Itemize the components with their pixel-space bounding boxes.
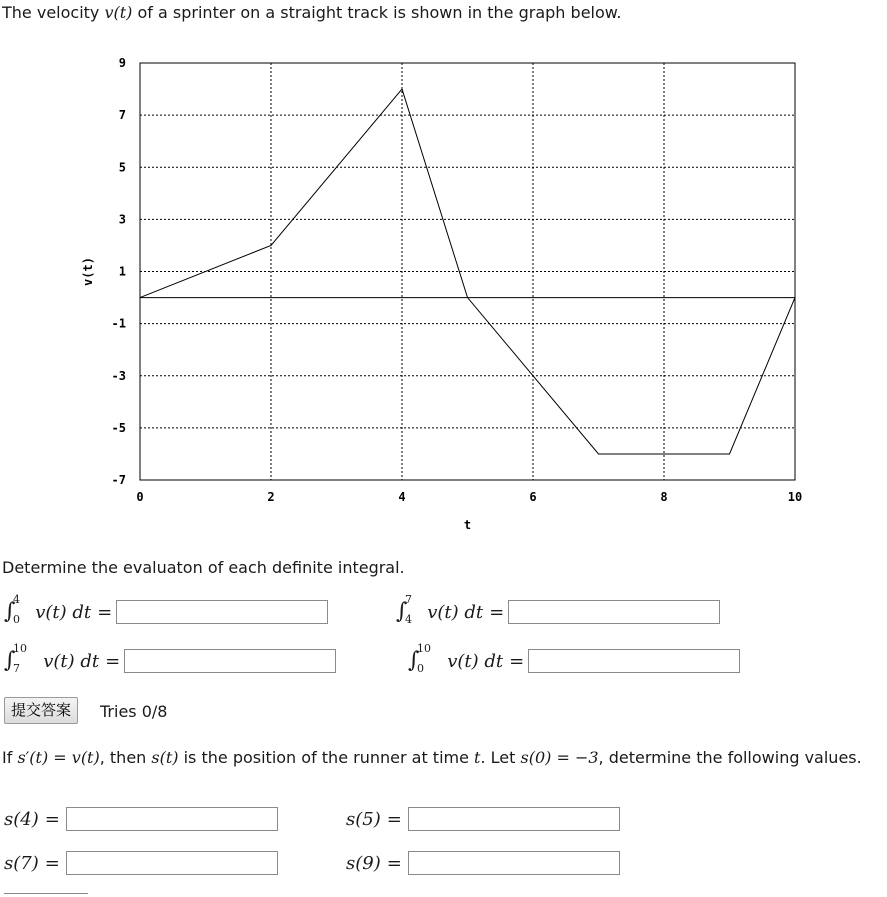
integral-row-3: ∫ 10 7 v(t) dt = — [4, 648, 336, 673]
x-tick-label: 6 — [529, 490, 537, 504]
integral-row-2: ∫ 7 4 v(t) dt = — [396, 599, 720, 624]
s4-input[interactable] — [66, 807, 278, 831]
s-row-2: s(5) = — [346, 807, 620, 831]
integral-4-7-input[interactable] — [508, 600, 720, 624]
lower-limit: 7 — [13, 662, 20, 675]
x-axis-label: t — [463, 518, 472, 532]
y-tick-label: 9 — [118, 56, 126, 70]
s9-label: s(9) — [346, 852, 381, 874]
velocity-fn: v(t) — [104, 3, 133, 22]
s7-label: s(7) — [4, 852, 39, 874]
lower-limit: 0 — [417, 662, 424, 675]
integral-row-1: ∫ 4 0 v(t) dt = — [4, 599, 328, 624]
upper-limit: 7 — [405, 593, 412, 606]
velocity-chart — [0, 42, 887, 542]
position-question: If s′(t) = v(t), then s(t) is the position of the runner at time t. Let s(0) = −3, determine the following values. — [2, 748, 862, 767]
y-tick-label: 7 — [118, 108, 126, 123]
lower-limit: 4 — [405, 613, 412, 626]
x-tick-label: 8 — [660, 490, 668, 504]
integrand: v(t) dt — [43, 651, 100, 672]
s7-input[interactable] — [66, 851, 278, 875]
s-row-3: s(7) = — [4, 851, 278, 875]
lower-limit: 0 — [13, 613, 20, 626]
integrals-lead: Determine the evaluaton of each definite integral. — [2, 558, 405, 577]
x-tick-label: 2 — [267, 490, 275, 504]
integral-0-10-input[interactable] — [528, 649, 740, 673]
integral-sign: ∫ 7 4 — [396, 593, 412, 626]
x-tick-label: 0 — [136, 490, 144, 504]
upper-limit: 4 — [13, 593, 20, 606]
integrand: v(t) dt — [427, 602, 484, 623]
tries-counter: Tries 0/8 — [100, 702, 168, 721]
bottom-divider — [4, 893, 88, 894]
integral-sign: ∫ 10 0 — [408, 642, 431, 675]
integrand: v(t) dt — [35, 602, 92, 623]
y-axis-label: v(t) — [81, 257, 95, 286]
y-tick-label: 5 — [118, 160, 126, 175]
question-text: The velocity v(t) of a sprinter on a straight track is shown in the graph below. — [2, 3, 622, 22]
upper-limit: 10 — [13, 642, 27, 655]
integrand: v(t) dt — [447, 651, 504, 672]
y-tick-label: -3 — [111, 368, 126, 383]
s5-label: s(5) — [346, 808, 381, 830]
integral-0-4-input[interactable] — [116, 600, 328, 624]
y-tick-label: -5 — [111, 420, 126, 435]
y-tick-label: -1 — [111, 316, 126, 331]
s4-label: s(4) — [4, 808, 39, 830]
x-tick-label: 10 — [787, 490, 803, 504]
integral-row-4: ∫ 10 0 v(t) dt = — [408, 648, 740, 673]
y-tick-label: 1 — [118, 264, 126, 279]
integral-7-10-input[interactable] — [124, 649, 336, 673]
x-tick-label: 4 — [398, 490, 406, 504]
upper-limit: 10 — [417, 642, 431, 655]
s9-input[interactable] — [408, 851, 620, 875]
s-row-4: s(9) = — [346, 851, 620, 875]
submit-answer-button[interactable]: 提交答案 — [4, 697, 78, 724]
y-tick-label: -7 — [111, 473, 126, 487]
integral-sign: ∫ 4 0 — [4, 593, 20, 626]
s5-input[interactable] — [408, 807, 620, 831]
integral-sign: ∫ 10 7 — [4, 642, 27, 675]
y-tick-label: 3 — [118, 212, 126, 227]
s-row-1: s(4) = — [4, 807, 278, 831]
